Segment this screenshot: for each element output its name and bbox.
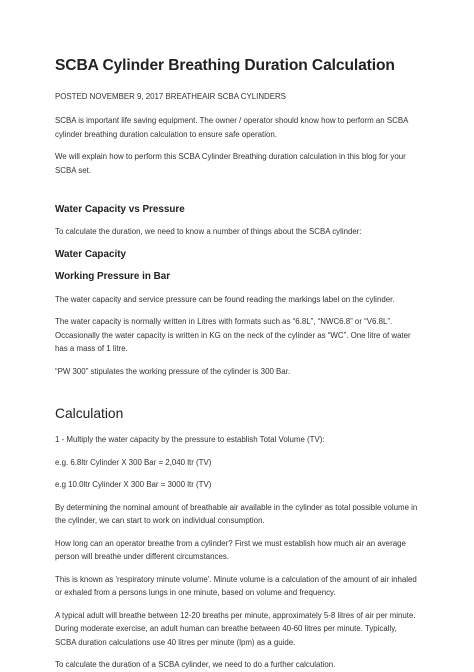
section1-lead: To calculate the duration, we need to know a number of things about the SCBA cylinder: [55,227,362,236]
page-title: SCBA Cylinder Breathing Duration Calculation [55,57,395,74]
calculation-step-1: 1 - Multiply the water capacity by the pressure to establish Total Volume (TV): [55,435,325,444]
intro-paragraph-1: SCBA is important life saving equipment. The owner / operator should know how to perform an SCBA cylinder breathing duration calculation to ensure safe operation. [55,116,408,139]
section1-paragraph-3: “PW 300” stipulates the working pressure of the cylinder is 300 Bar. [55,366,291,376]
section2-paragraph-3: This is known as 'respiratory minute volume'. Minute volume is a calculation of the amount of air inhaled or exhaled from a persons lungs in one minute, based on volume and frequency. [55,574,417,597]
section-heading-calculation: Calculation [55,406,124,421]
subheading-working-pressure: Working Pressure in Bar [55,270,171,282]
section2-paragraph-1: By determining the nominal amount of breathable air available in the cylinder as total possible volume in the cylinder, we can start to work on individual consumption. [55,502,418,525]
calculation-example-1: e.g. 6.8ltr Cylinder X 300 Bar = 2,040 ltr (TV) [55,457,212,467]
calculation-example-2: e.g 10.0ltr Cylinder X 300 Bar = 3000 ltr (TV) [55,480,212,489]
section1-paragraph-2: The water capacity is normally written in Litres with formats such as “6.8L”, “NWC6.8” or “V6.8L”. Occasionally the water capacity is written in KG on the neck of the cylinder as “WC”. One litre of water has a mass of 1 litre. [55,317,411,353]
section-heading-water-capacity-vs-pressure: Water Capacity vs Pressure [55,204,185,215]
intro-paragraph-2: We will explain how to perform this SCBA Cylinder Breathing duration calculation in this blog for your SCBA set. [55,152,406,175]
post-meta: POSTED NOVEMBER 9, 2017 BREATHEAIR SCBA CYLINDERS [55,92,286,101]
section1-paragraph-1: The water capacity and service pressure can be found reading the markings label on the cylinder. [55,294,395,304]
section2-paragraph-5: To calculate the duration of a SCBA cylinder, we need to do a further calculation. [55,660,336,669]
subheading-water-capacity: Water Capacity [55,248,126,260]
section2-paragraph-4: A typical adult will breathe between 12-20 breaths per minute, approximately 5-8 litres of air per minute. During moderate exercise, an adult human can breathe between 40-60 litres per minute. Typically, SCBA duration calculations use 40 litres per minute (lpm) as a guide. [55,610,416,647]
section2-paragraph-2: How long can an operator breathe from a cylinder? First we must establish how much air an average person will breathe under different circumstances. [55,538,406,561]
